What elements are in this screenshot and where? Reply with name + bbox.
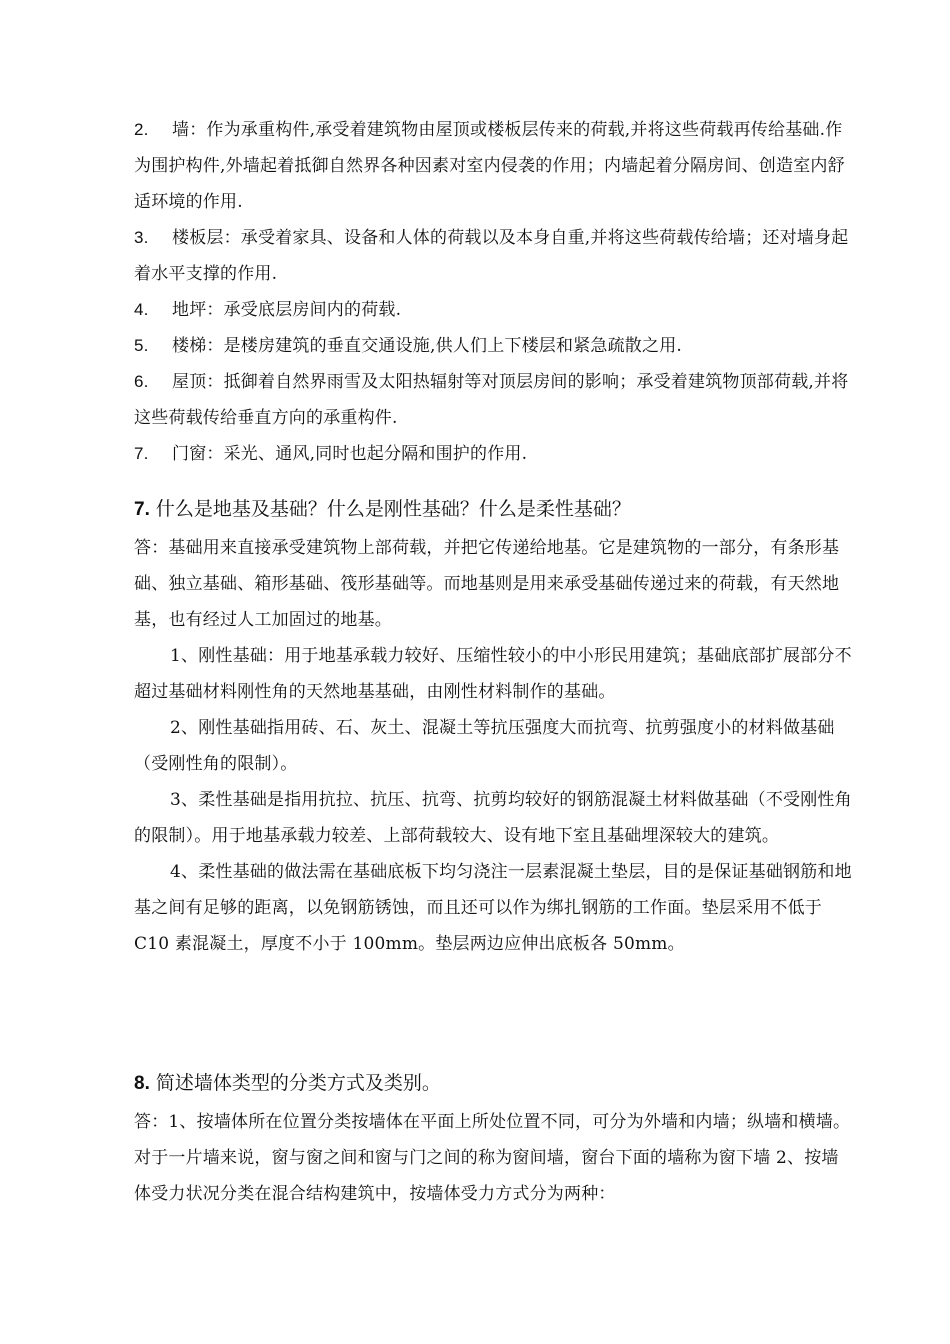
- answer-point: 2、刚性基础指用砖、石、灰土、混凝土等抗压强度大而抗弯、抗剪强度小的材料做基础（受刚性角的限制）。: [134, 718, 835, 774]
- list-item: [134, 364, 852, 436]
- item-number: 2.: [134, 120, 149, 139]
- heading-number: 8.: [134, 1073, 150, 1094]
- answer-point: 1、刚性基础：用于地基承载力较好、压缩性较小的中小形民用建筑；基础底部扩展部分不超过基础材料刚性角的天然地基基础，由刚性材料制作的基础。: [134, 646, 852, 702]
- item-number: 3.: [134, 228, 149, 247]
- item-text: 屋顶：抵御着自然界雨雪及太阳热辐射等对顶层房间的影响；承受着建筑物顶部荷载,并将这些荷载传给垂直方向的承重构件.: [134, 372, 849, 428]
- item-number: 7.: [134, 444, 149, 463]
- question-7-heading: [134, 494, 852, 525]
- item-number: 5.: [134, 336, 149, 355]
- question-7-answer: [134, 530, 852, 962]
- list-item: [134, 328, 852, 364]
- heading-title: 什么是地基及基础？什么是刚性基础？什么是柔性基础？: [155, 498, 631, 520]
- item-text: 地坪：承受底层房间内的荷载.: [172, 300, 402, 320]
- component-list: [134, 112, 852, 472]
- item-text: 门窗：采光、通风,同时也起分隔和围护的作用.: [172, 444, 528, 464]
- answer-point: 4、柔性基础的做法需在基础底板下均匀浇注一层素混凝土垫层，目的是保证基础钢筋和地基之间有足够的距离，以免钢筋锈蚀，而且还可以作为绑扎钢筋的工作面。垫层采用不低于 C10 素混凝土，厚度不小于 100mm。垫层两边应伸出底板各 50mm。: [134, 862, 852, 954]
- list-item: [134, 220, 852, 292]
- item-text: 墙：作为承重构件,承受着建筑物由屋顶或楼板层传来的荷载,并将这些荷载再传给基础.作为围护构件,外墙起着抵御自然界各种因素对室内侵袭的作用；内墙起着分隔房间、创造室内舒适环境的作用.: [134, 120, 845, 212]
- heading-title: 简述墙体类型的分类方式及类别。: [155, 1072, 441, 1094]
- item-text: 楼梯：是楼房建筑的垂直交通设施,供人们上下楼层和紧急疏散之用.: [172, 336, 683, 356]
- list-item: [134, 292, 852, 328]
- answer-paragraph: 答：1、按墙体所在位置分类按墙体在平面上所处位置不同，可分为外墙和内墙；纵墙和横墙。对于一片墙来说，窗与窗之间和窗与门之间的称为窗间墙，窗台下面的墙称为窗下墙 2、按墙体受力状况分类在混合结构建筑中，按墙体受力方式分为两种：: [134, 1112, 851, 1204]
- item-number: 6.: [134, 372, 149, 391]
- heading-number: 7.: [134, 499, 150, 520]
- list-item: [134, 112, 852, 220]
- item-number: 4.: [134, 300, 149, 319]
- answer-paragraph: 答：基础用来直接承受建筑物上部荷载，并把它传递给地基。它是建筑物的一部分，有条形基础、独立基础、箱形基础、筏形基础等。而地基则是用来承受基础传递过来的荷载，有天然地基，也有经过人工加固过的地基。: [134, 538, 840, 630]
- list-item: [134, 436, 852, 472]
- answer-point: 3、柔性基础是指用抗拉、抗压、抗弯、抗剪均较好的钢筋混凝土材料做基础（不受刚性角的限制）。用于地基承载力较差、上部荷载较大、设有地下室且基础埋深较大的建筑。: [134, 790, 852, 846]
- question-8-answer: [134, 1104, 852, 1212]
- item-text: 楼板层：承受着家具、设备和人体的荷载以及本身自重,并将这些荷载传给墙；还对墙身起着水平支撑的作用.: [134, 228, 849, 284]
- question-8-heading: [134, 1068, 852, 1099]
